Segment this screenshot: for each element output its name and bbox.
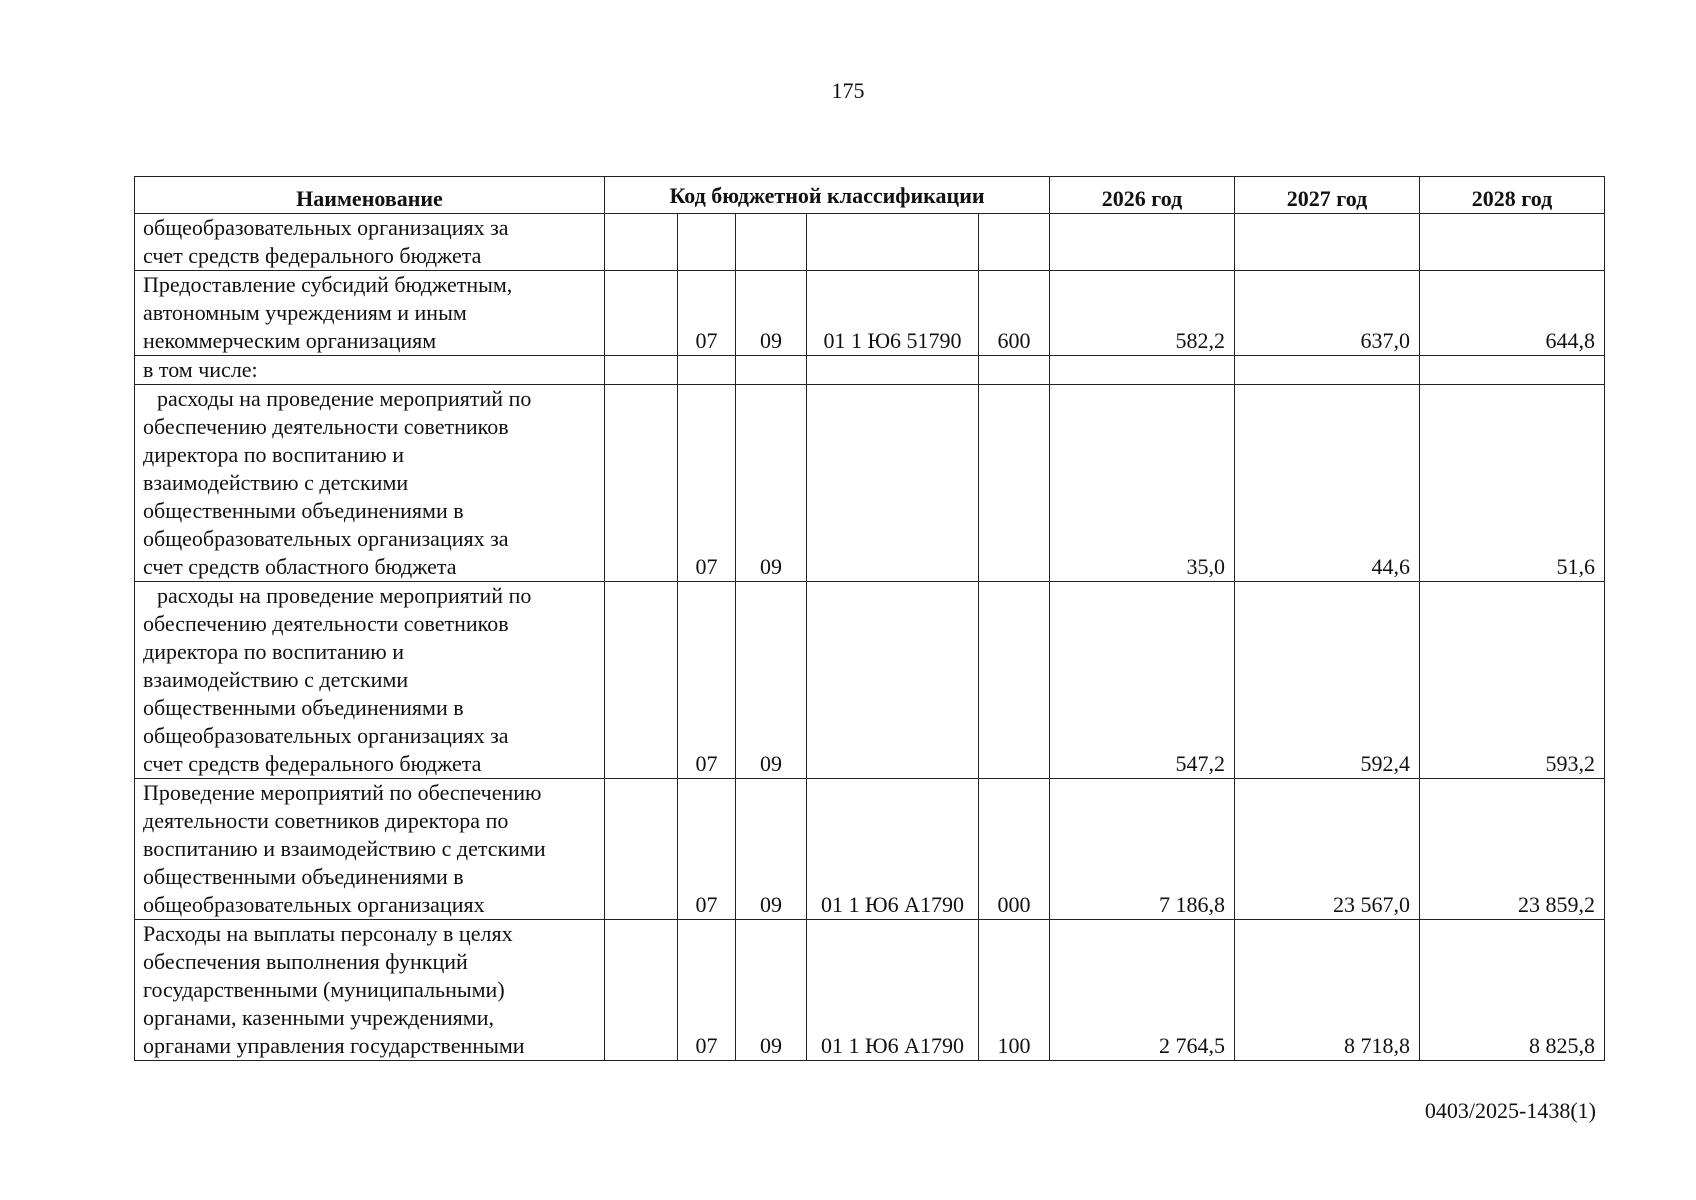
row-name-line: расходы на проведение мероприятий по <box>157 386 532 411</box>
value-2026: 2 764,5 <box>1050 920 1235 1061</box>
code-section: 07 <box>678 779 736 920</box>
row-name-line: органами, казенными учреждениями, <box>143 1005 494 1030</box>
table-row <box>135 214 1605 271</box>
row-name-line: директора по воспитанию и <box>143 442 404 467</box>
code-expense-type: 600 <box>979 271 1050 356</box>
row-name-line: государственными (муниципальными) <box>143 977 505 1002</box>
value-2028: 8 825,8 <box>1420 920 1605 1061</box>
header-2026: 2026 год <box>1050 177 1235 214</box>
value-2028: 23 859,2 <box>1420 779 1605 920</box>
code-section: 07 <box>678 582 736 779</box>
code-part-1 <box>605 271 678 356</box>
value-2026 <box>1050 214 1235 271</box>
code-target-article: 01 1 Ю6 А1790 <box>807 779 979 920</box>
code-expense-type <box>979 385 1050 582</box>
code-target-article <box>807 356 979 385</box>
document-number: 0403/2025-1438(1) <box>1424 1098 1596 1123</box>
row-name-line: директора по воспитанию и <box>143 639 404 664</box>
code-section: 07 <box>678 271 736 356</box>
row-name-line: воспитанию и взаимодействию с детскими <box>143 836 546 861</box>
code-part-1 <box>605 779 678 920</box>
row-name-line: счет средств федерального бюджета <box>143 243 482 268</box>
row-name-line: общеобразовательных организациях за <box>143 526 509 551</box>
budget-table <box>134 176 1605 1061</box>
row-name-line: взаимодействию с детскими <box>143 470 409 495</box>
value-2026: 7 186,8 <box>1050 779 1235 920</box>
table-row <box>135 271 1605 356</box>
value-2026: 35,0 <box>1050 385 1235 582</box>
value-2027: 44,6 <box>1235 385 1420 582</box>
header-code: Код бюджетной классификации <box>605 177 1050 214</box>
row-name-line: общеобразовательных организациях за <box>143 723 509 748</box>
row-name-line: расходы на проведение мероприятий по <box>157 583 532 608</box>
value-2026: 582,2 <box>1050 271 1235 356</box>
value-2027 <box>1235 356 1420 385</box>
code-expense-type: 100 <box>979 920 1050 1061</box>
page-number: 175 <box>831 78 865 103</box>
code-target-article <box>807 385 979 582</box>
row-name-line: общеобразовательных организациях за <box>143 215 509 240</box>
row-name-line: общественными объединениями в <box>143 695 464 720</box>
row-name <box>135 214 605 271</box>
table-row <box>135 385 1605 582</box>
value-2028 <box>1420 214 1605 271</box>
row-name <box>135 271 605 356</box>
value-2028 <box>1420 356 1605 385</box>
table-row <box>135 582 1605 779</box>
row-name-line: общеобразовательных организациях <box>143 892 485 917</box>
value-2027 <box>1235 214 1420 271</box>
value-2027: 592,4 <box>1235 582 1420 779</box>
code-target-article <box>807 582 979 779</box>
value-2027: 637,0 <box>1235 271 1420 356</box>
row-name-line: общественными объединениями в <box>143 864 464 889</box>
row-name-line: некоммерческим организациям <box>143 328 437 353</box>
code-part-1 <box>605 582 678 779</box>
row-name-line: в том числе: <box>143 357 258 382</box>
code-subsection <box>736 214 807 271</box>
row-name-line: автономным учреждениям и иным <box>143 300 467 325</box>
table-body <box>135 214 1605 1061</box>
code-part-1 <box>605 920 678 1061</box>
value-2028: 51,6 <box>1420 385 1605 582</box>
row-name <box>135 779 605 920</box>
row-name <box>135 582 605 779</box>
code-subsection: 09 <box>736 920 807 1061</box>
row-name-line: обеспечению деятельности советников <box>143 611 509 636</box>
row-name <box>135 385 605 582</box>
table-header-row <box>135 177 1605 214</box>
code-section <box>678 356 736 385</box>
code-section: 07 <box>678 385 736 582</box>
header-2027: 2027 год <box>1235 177 1420 214</box>
row-name-line: Проведение мероприятий по обеспечению <box>143 780 542 805</box>
value-2028: 593,2 <box>1420 582 1605 779</box>
code-target-article: 01 1 Ю6 А1790 <box>807 920 979 1061</box>
code-subsection <box>736 356 807 385</box>
row-name-line: обеспечению деятельности советников <box>143 414 509 439</box>
table-row <box>135 779 1605 920</box>
code-target-article: 01 1 Ю6 51790 <box>807 271 979 356</box>
code-expense-type <box>979 356 1050 385</box>
row-name-line: деятельности советников директора по <box>143 808 509 833</box>
header-2028: 2028 год <box>1420 177 1605 214</box>
value-2027: 8 718,8 <box>1235 920 1420 1061</box>
row-name-line: взаимодействию с детскими <box>143 667 409 692</box>
header-name: Наименование <box>135 177 605 214</box>
code-expense-type <box>979 582 1050 779</box>
code-section <box>678 214 736 271</box>
row-name-line: Расходы на выплаты персоналу в целях <box>143 921 513 946</box>
value-2026 <box>1050 356 1235 385</box>
code-part-1 <box>605 214 678 271</box>
row-name-line: органами управления государственными <box>143 1033 525 1058</box>
code-subsection: 09 <box>736 271 807 356</box>
row-name-line: обеспечения выполнения функций <box>143 949 468 974</box>
value-2028: 644,8 <box>1420 271 1605 356</box>
row-name-line: счет средств федерального бюджета <box>143 751 482 776</box>
code-subsection: 09 <box>736 582 807 779</box>
code-target-article <box>807 214 979 271</box>
row-name <box>135 356 605 385</box>
value-2027: 23 567,0 <box>1235 779 1420 920</box>
code-expense-type: 000 <box>979 779 1050 920</box>
row-name <box>135 920 605 1061</box>
table-row <box>135 356 1605 385</box>
value-2026: 547,2 <box>1050 582 1235 779</box>
code-subsection: 09 <box>736 385 807 582</box>
row-name-line: счет средств областного бюджета <box>143 554 457 579</box>
code-section: 07 <box>678 920 736 1061</box>
row-name-line: общественными объединениями в <box>143 498 464 523</box>
code-part-1 <box>605 356 678 385</box>
code-part-1 <box>605 385 678 582</box>
row-name-line: Предоставление субсидий бюджетным, <box>143 272 513 297</box>
code-expense-type <box>979 214 1050 271</box>
table-row <box>135 920 1605 1061</box>
code-subsection: 09 <box>736 779 807 920</box>
